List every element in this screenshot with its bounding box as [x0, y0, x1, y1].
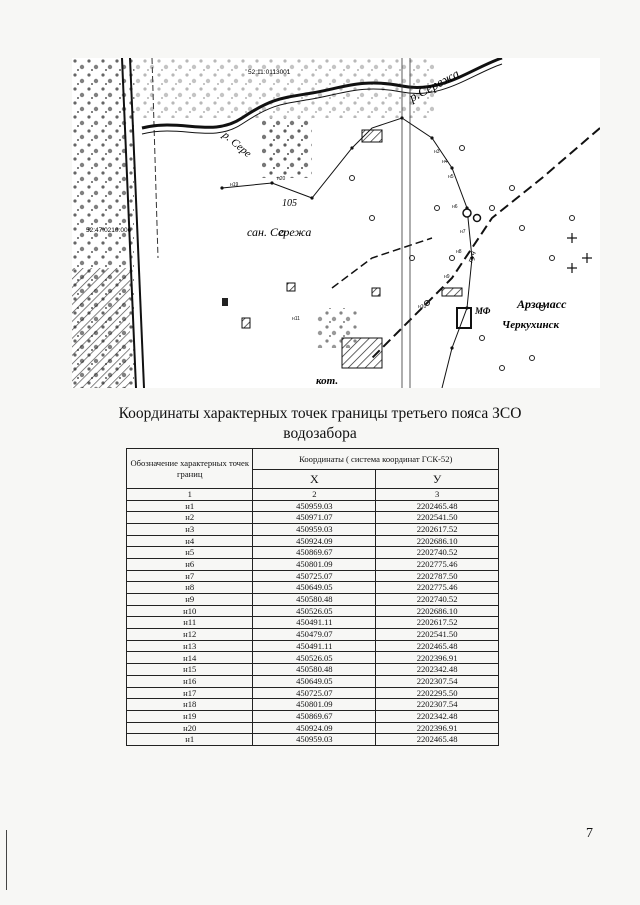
y-coordinate-cell: 2202617.52 — [376, 523, 499, 535]
table-row — [127, 605, 499, 617]
column-number: 3 — [376, 489, 499, 501]
building — [372, 288, 380, 296]
table-row — [127, 617, 499, 629]
x-coordinate-cell: 450801.09 — [253, 699, 376, 711]
header-point-designation: Обозначение характерных точек границ — [127, 449, 253, 489]
point-name-cell: н10 — [127, 605, 253, 617]
point-name-cell: н3 — [127, 523, 253, 535]
y-coordinate-cell: 2202740.52 — [376, 594, 499, 606]
y-coordinate-cell: 2202541.50 — [376, 512, 499, 524]
town-label-1: Арзамасс — [517, 297, 567, 311]
building — [287, 283, 295, 291]
caption-line-2: водозабора — [283, 425, 357, 442]
cadastral-label-top: 52:11:0113001 — [248, 69, 291, 76]
point-name-cell: н1 — [127, 734, 253, 746]
elevation-label: 105 — [282, 198, 297, 209]
y-coordinate-cell: 2202342.48 — [376, 710, 499, 722]
svg-text:н6: н6 — [452, 204, 458, 210]
svg-text:н19: н19 — [230, 182, 239, 188]
x-coordinate-cell: 450580.48 — [253, 594, 376, 606]
hatched-block-left — [72, 268, 130, 388]
y-coordinate-cell: 2202775.46 — [376, 582, 499, 594]
point-name-cell: н12 — [127, 629, 253, 641]
point-name-cell: н14 — [127, 652, 253, 664]
column-number: 2 — [253, 489, 376, 501]
table-row — [127, 652, 499, 664]
point-name-cell: н19 — [127, 710, 253, 722]
x-coordinate-cell: 450801.09 — [253, 558, 376, 570]
point-name-cell: н20 — [127, 722, 253, 734]
x-coordinate-cell: 450725.07 — [253, 687, 376, 699]
topographic-map — [72, 58, 600, 388]
svg-text:н9: н9 — [444, 274, 450, 280]
point-name-cell: н15 — [127, 664, 253, 676]
dashed-road-2 — [332, 238, 432, 288]
y-coordinate-cell: 2202465.48 — [376, 500, 499, 512]
point-name-cell: н2 — [127, 512, 253, 524]
x-coordinate-cell: 450526.05 — [253, 605, 376, 617]
y-coordinate-cell: 2202686.10 — [376, 535, 499, 547]
building-block — [317, 308, 357, 348]
svg-text:н8: н8 — [456, 249, 462, 255]
caption-line-1: Координаты характерных точек границы третьего пояса ЗСО — [118, 405, 522, 422]
cross-markers — [567, 233, 592, 273]
map-drawing — [72, 58, 600, 388]
x-coordinate-cell: 450580.48 — [253, 664, 376, 676]
forest-patch — [262, 118, 312, 178]
cadastral-label-left: 52:47:0210:006 — [86, 227, 132, 234]
y-coordinate-cell: 2202307.54 — [376, 675, 499, 687]
table-row — [127, 582, 499, 594]
x-coordinate-cell: 450649.05 — [253, 582, 376, 594]
point-name-cell: н7 — [127, 570, 253, 582]
x-coordinate-cell: 450869.67 — [253, 710, 376, 722]
point-name-cell: н11 — [127, 617, 253, 629]
header-y: У — [376, 470, 499, 489]
table-row — [127, 734, 499, 746]
table-row — [127, 687, 499, 699]
table-row — [127, 699, 499, 711]
point-name-cell: н16 — [127, 675, 253, 687]
point-name-cell: н1 — [127, 500, 253, 512]
table-body — [127, 500, 499, 745]
point-name-cell: н6 — [127, 558, 253, 570]
point-name-cell: н4 — [127, 535, 253, 547]
x-coordinate-cell: 450959.03 — [253, 500, 376, 512]
forest-area-top — [134, 58, 434, 118]
point-name-cell: н13 — [127, 640, 253, 652]
table-row — [127, 629, 499, 641]
y-coordinate-cell: 2202787.50 — [376, 570, 499, 582]
x-coordinate-cell: 450924.09 — [253, 722, 376, 734]
column-number: 1 — [127, 489, 253, 501]
svg-text:н5: н5 — [448, 174, 454, 180]
y-coordinate-cell: 2202541.50 — [376, 629, 499, 641]
table-row — [127, 570, 499, 582]
svg-text:н7: н7 — [460, 229, 466, 235]
y-coordinate-cell: 2202686.10 — [376, 605, 499, 617]
x-coordinate-cell: 450959.03 — [253, 523, 376, 535]
y-coordinate-cell: 2202617.52 — [376, 617, 499, 629]
point-name-cell: н18 — [127, 699, 253, 711]
coordinates-table — [126, 448, 499, 746]
point-name-cell: н9 — [127, 594, 253, 606]
village-label: сан. Сережа — [247, 225, 312, 239]
building — [222, 298, 228, 306]
x-coordinate-cell: 450971.07 — [253, 512, 376, 524]
river-label: р.Сережа — [406, 65, 462, 105]
table-row — [127, 594, 499, 606]
x-coordinate-cell: 450491.11 — [253, 617, 376, 629]
mf-label: МФ — [475, 306, 491, 316]
building — [362, 130, 382, 142]
y-coordinate-cell: 2202740.52 — [376, 547, 499, 559]
x-coordinate-cell: 450959.03 — [253, 734, 376, 746]
x-coordinate-cell: 450526.05 — [253, 652, 376, 664]
y-coordinate-cell: 2202396.91 — [376, 722, 499, 734]
y-coordinate-cell: 2202307.54 — [376, 699, 499, 711]
table-row — [127, 664, 499, 676]
point-name-cell: н17 — [127, 687, 253, 699]
table-row — [127, 640, 499, 652]
svg-text:н3: н3 — [434, 149, 440, 155]
x-coordinate-cell: 450725.07 — [253, 570, 376, 582]
y-coordinate-cell: 2202342.48 — [376, 664, 499, 676]
town-label-2: Черкухинск — [502, 319, 560, 331]
scan-edge-line — [6, 830, 7, 890]
page-number: 7 — [586, 826, 593, 841]
x-coordinate-cell: 450649.05 — [253, 675, 376, 687]
x-coordinate-cell: 450869.67 — [253, 547, 376, 559]
road-label: пуч — [465, 249, 478, 264]
y-coordinate-cell: 2202396.91 — [376, 652, 499, 664]
y-coordinate-cell: 2202775.46 — [376, 558, 499, 570]
dashed-road — [372, 128, 600, 358]
point-name-cell: н5 — [127, 547, 253, 559]
y-coordinate-cell: 2202465.48 — [376, 640, 499, 652]
table-row — [127, 523, 499, 535]
kot-label: кот. — [316, 375, 339, 387]
x-coordinate-cell: 450924.09 — [253, 535, 376, 547]
y-coordinate-cell: 2202295.50 — [376, 687, 499, 699]
well-marker — [474, 215, 481, 222]
building — [442, 288, 462, 296]
table-row — [127, 675, 499, 687]
svg-text:н4: н4 — [442, 159, 448, 165]
table-caption — [100, 404, 540, 444]
table-row — [127, 535, 499, 547]
x-coordinate-cell: 450491.11 — [253, 640, 376, 652]
svg-text:н10: н10 — [418, 304, 427, 310]
header-coordinates: Координаты ( система координат ГСК-52) — [253, 449, 499, 470]
river-label-left: р. Сере — [220, 129, 254, 160]
table-row — [127, 558, 499, 570]
table-row — [127, 722, 499, 734]
svg-text:н20: н20 — [277, 176, 286, 182]
table-row — [127, 547, 499, 559]
building — [457, 308, 471, 328]
y-coordinate-cell: 2202465.48 — [376, 734, 499, 746]
table-row — [127, 710, 499, 722]
building — [242, 318, 250, 328]
svg-text:н11: н11 — [292, 316, 300, 322]
table-row — [127, 512, 499, 524]
well-marker — [463, 209, 471, 217]
point-name-cell: н8 — [127, 582, 253, 594]
header-x: X — [253, 470, 376, 489]
table-row — [127, 500, 499, 512]
x-coordinate-cell: 450479.07 — [253, 629, 376, 641]
